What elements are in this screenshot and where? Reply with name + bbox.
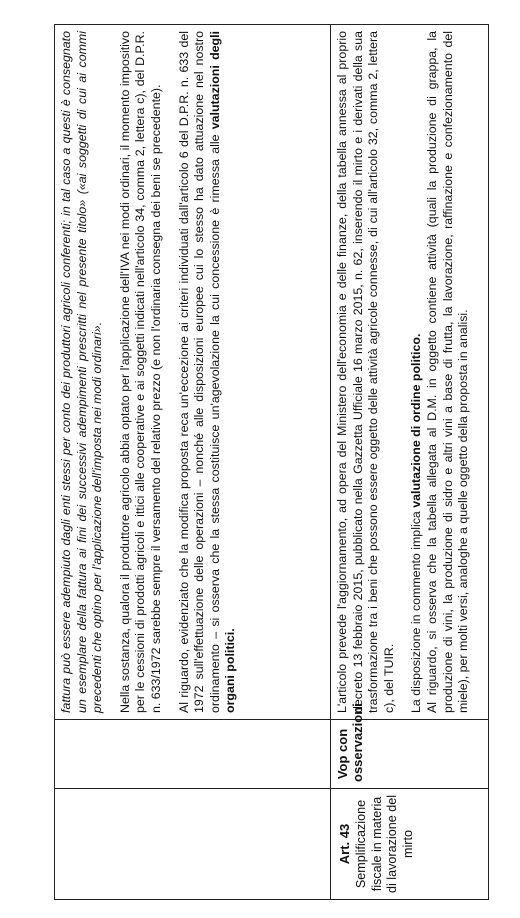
regard-paragraph xyxy=(177,31,239,713)
quoted-text: fattura può essere adempiuto dagli enti stessi per conto dei produttori agricoli conferenti; in tal caso a questi è consegnato un esemplare della fattura ai fini dei successivi adempimenti prescritti nel presente titolo» («ai soggetti di cui ai commi precedenti che optino per l'applicazione dell'imposta nei modi ordinari». xyxy=(59,31,105,713)
verdict-label: Vop con osservazioni xyxy=(335,703,365,782)
regard-paragraph-2: Al riguardo, si osserva che la tabella allegata al D.M. in oggetto contiene attività (quali la produzione di grappa, la produzione di vini, la produzione di sidro e altri vini a base di frutta, la lavorazione, raffinazione e confezionamento del miele), per molti versi, analoghe a quelle oggetto della proposta in analisi. xyxy=(424,31,471,713)
political-paragraph xyxy=(409,31,425,713)
observations-cell xyxy=(331,25,489,720)
political-bold: valutazione di ordine politico. xyxy=(409,333,424,508)
article-paragraph: L'articolo prevede l'aggiornamento, ad opera del Ministero dell'economia e delle finanze, della tabella annessa al proprio decreto 13 febbraio 2015, pubblicato nella Gazzetta Ufficiale 16 marzo 2015, n. 62, inserendo il mirto e i derivati della sua trasformazione tra i beni che possono essere oggetto delle attività agricole connesse, di cui all'articolo 32, comma 2, lettera c), del TUIR. xyxy=(335,31,396,713)
verdict-cell-empty xyxy=(55,720,331,789)
article-title: Semplificazione fiscale in materia di lavorazione del mirto xyxy=(354,794,415,893)
article-number: Art. 43 xyxy=(337,823,352,865)
article-cell-empty xyxy=(55,789,331,900)
table-row xyxy=(55,25,331,900)
verdict-cell xyxy=(331,703,489,789)
political-text: La disposizione in commento implica xyxy=(409,507,424,713)
substance-paragraph: Nella sostanza, qualora il produttore agricolo abbia optato per l'applicazione dell'IVA nei modi ordinari, il momento impositivo per le cessioni di prodotti agricoli e ittici alle cooperative e ai soggetti indicati nell'articolo 34, comma 2, lettera c), del D.P.R. n. 633/1972 sarebbe sempre il versamento del relativo prezzo (e non l'ordinaria consegna dei beni se precedente). xyxy=(117,31,163,713)
article-cell xyxy=(331,789,489,900)
assessment-table xyxy=(54,24,489,900)
observations-cell xyxy=(55,25,331,720)
regard-text: Al riguardo, evidenziato che la modifica proposta reca un'eccezione ai criteri individuati dall'articolo 6 del D.P.R. n. 633 del 1972 sull'effettuazione delle operazioni – nonché alle disposizioni europee cui lo stesso ha dato attuazione nel nostro ordinamento – si osserva che la stessa costituisce un'agevolazione la cui concessione è rimessa alle xyxy=(176,31,222,713)
table-row xyxy=(331,25,489,900)
regard-bold: valutazioni degli organi politici. xyxy=(207,31,238,713)
